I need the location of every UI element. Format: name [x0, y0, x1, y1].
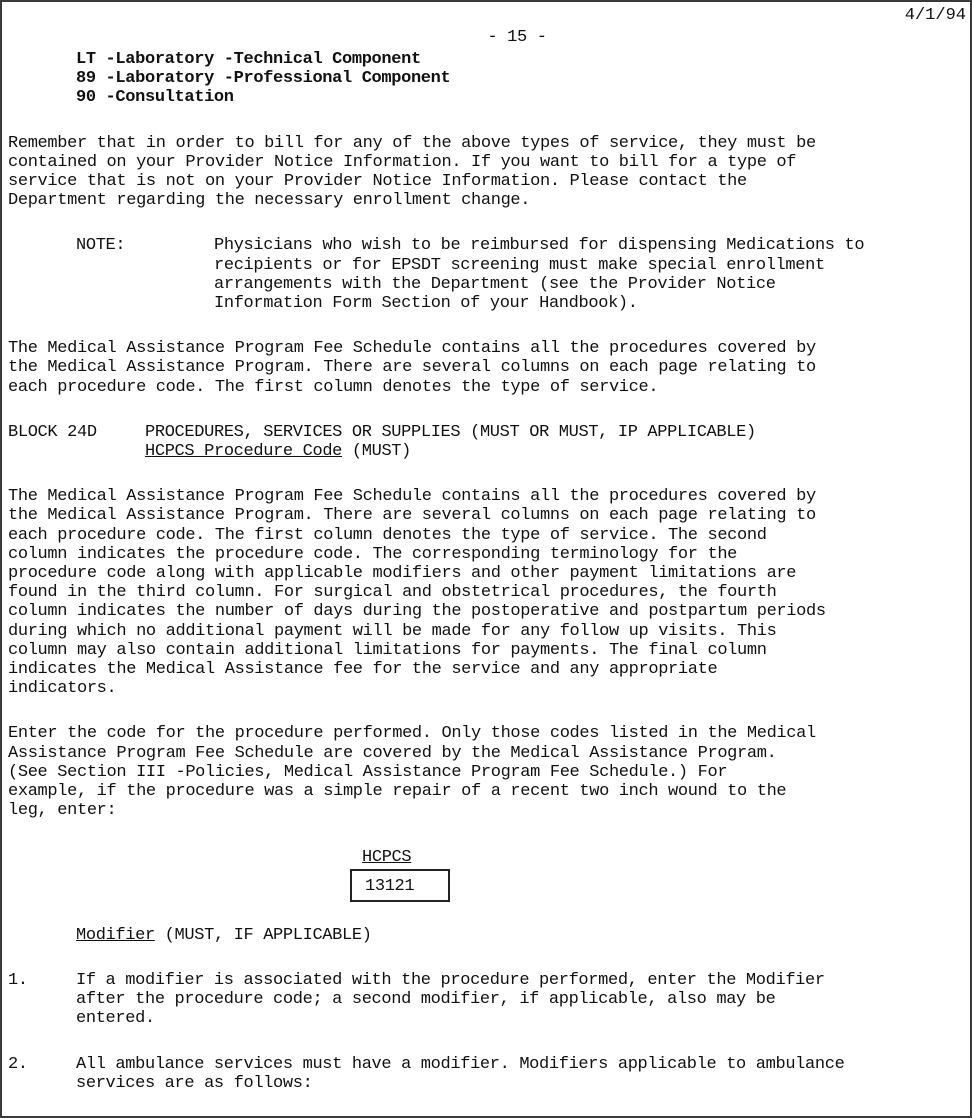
modifier-heading	[8, 926, 966, 945]
service-code-list	[8, 50, 966, 108]
hcpcs-procedure-code-heading: HCPCS Procedure Code	[145, 442, 343, 462]
page-number: - 15 -	[487, 28, 547, 47]
note-block	[8, 236, 966, 313]
modifier-title: Modifier	[76, 925, 155, 945]
note-text: Physicians who wish to be reimbursed for dispensing Medications to recipients or for EPSDT screening must make special enrollment arrangements with the Department (see the Provider Notice Information Form Section of your Handbook).	[214, 236, 865, 314]
hcpcs-example-box: 13121	[350, 869, 450, 902]
paragraph-fee-schedule-short: The Medical Assistance Program Fee Schedule contains all the procedures covered by the Medical Assistance Program. There are several columns on each page relating to each procedure code. The first column denotes the type of service.	[8, 339, 816, 397]
service-code-item: LT -Laboratory -Technical Component	[76, 50, 421, 69]
list-item-number: 1.	[8, 970, 28, 990]
paragraph-fee-schedule-long: The Medical Assistance Program Fee Schedule contains all the procedures covered by the Medical Assistance Program. There are several columns on each page relating to each procedure code. The first column denotes the type of service. The second column indicates the procedure code. The corresponding terminology for the procedure code along with applicable modifiers and other payment limitations are found in the third column. For surgical and obstetrical procedures, the fourth column indicates the number of days during the postoperative and postpartum periods during which no additional payment will be made for any follow up visits. This column may also contain additional limitations for payments. The final column indicates the Medical Assistance fee for the service and any appropriate indicators.	[8, 487, 826, 699]
list-item	[8, 971, 966, 1029]
document-date: 4/1/94	[904, 6, 966, 25]
modifier-suffix: (MUST, IF APPLICABLE)	[154, 925, 372, 945]
paragraph-enter-code: Enter the code for the procedure performed. Only those codes listed in the Medical Assistance Program Fee Schedule are covered by the Medical Assistance Program. (See Section III -Policies, Medical Assistance Program Fee Schedule.) For example, if the procedure was a simple repair of a recent two inch wound to the leg, enter:	[8, 724, 816, 821]
service-code-item: 90 -Consultation	[76, 88, 234, 108]
block-heading	[8, 423, 966, 461]
block-subtitle	[145, 442, 756, 461]
list-item	[8, 1055, 966, 1093]
note-label: NOTE:	[76, 236, 126, 256]
list-item-text: All ambulance services must have a modifier. Modifiers applicable to ambulance services are as follows:	[76, 1054, 845, 1093]
list-item-number: 2.	[8, 1054, 28, 1074]
service-code-item: 89 -Laboratory -Professional Component	[76, 69, 451, 89]
paragraph-remember: Remember that in order to bill for any of the above types of service, they must be contained on your Provider Notice Information. If you want to bill for a type of service that is not on your Provider Notice Information. Please contact the Department regarding the necessary enrollment change.	[8, 133, 816, 211]
list-item-text: If a modifier is associated with the procedure performed, enter the Modifier after the procedure code; a second modifier, if applicable, also may be entered.	[76, 970, 825, 1029]
hcpcs-example-header: HCPCS	[362, 847, 412, 867]
hcpcs-example	[350, 848, 966, 902]
block-title: PROCEDURES, SERVICES OR SUPPLIES (MUST OR MUST, IP APPLICABLE)	[145, 422, 756, 442]
block-subtitle-suffix: (MUST)	[342, 442, 412, 462]
page-body	[8, 6, 966, 1093]
block-label: BLOCK 24D	[8, 422, 97, 442]
